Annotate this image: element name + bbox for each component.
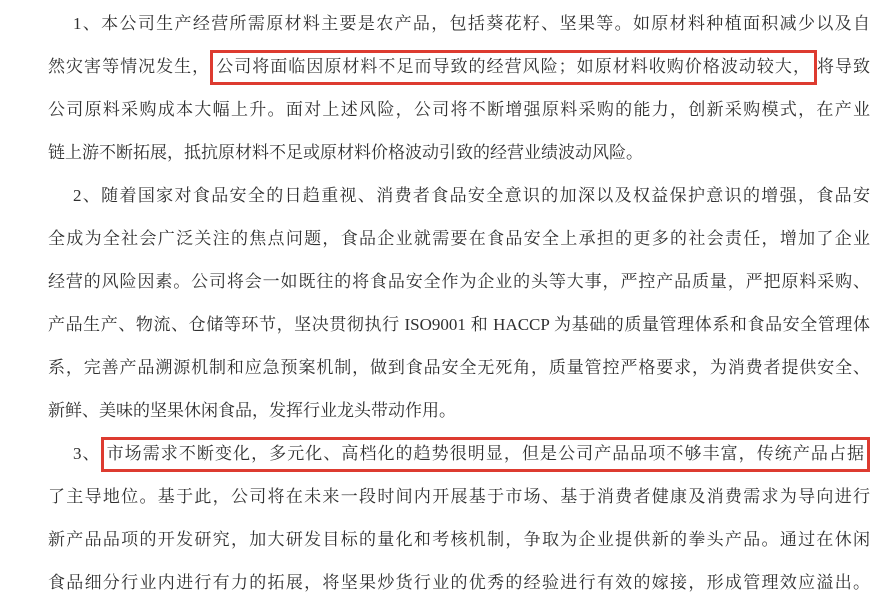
text-segment: 了主导地位。基于此，公司将在未来一段时间内开展基于市场、基于消费者健康及消费需求为导向进行 (48, 487, 870, 506)
text-segment: 将导致 (816, 57, 871, 76)
highlight-box: 市场需求不断变化，多元化、高档化的趋势很明显，但是公司产品品项不够丰富，传统产品占据 (101, 437, 870, 472)
text-line (48, 45, 870, 88)
text-line (48, 260, 870, 303)
text-segment: 产品生产、物流、仓储等环节，坚决贯彻执行 ISO9001 和 HACCP 为基础的质量管理体系和食品安全管理体 (48, 315, 870, 334)
highlight-box: 公司将面临因原材料不足而导致的经营风险；如原材料收购价格波动较大， (210, 50, 817, 85)
text-line (48, 2, 870, 45)
text-segment: 经营的风险因素。公司将会一如既往的将食品安全作为企业的头等大事，严控产品质量，严把原料采购、 (48, 272, 870, 291)
text-line (48, 518, 870, 561)
text-segment: 3、 (73, 444, 101, 463)
text-segment: 然灾害等情况发生， (48, 57, 211, 76)
text-segment: 1、本公司生产经营所需原材料主要是农产品，包括葵花籽、坚果等。如原材料种植面积减少以及自 (73, 14, 870, 33)
text-segment: 新产品品项的开发研究，加大研发目标的量化和考核机制，争取为企业提供新的拳头产品。通过在休闲 (48, 530, 870, 549)
text-line (48, 346, 870, 389)
text-line (48, 217, 870, 260)
text-segment: 新鲜、美味的坚果休闲食品，发挥行业龙头带动作用。 (48, 401, 456, 420)
text-line (48, 475, 870, 518)
text-segment: 食品细分行业内进行有力的拓展，将坚果炒货行业的优秀的经验进行有效的嫁接，形成管理效应溢出。 (48, 573, 870, 592)
text-line (48, 174, 870, 217)
text-line (48, 303, 870, 346)
text-segment: 链上游不断拓展，抵抗原材料不足或原材料价格波动引致的经营业绩波动风险。 (48, 143, 643, 162)
text-segment: 系，完善产品溯源机制和应急预案机制，做到食品安全无死角，质量管控严格要求，为消费者提供安全、 (48, 358, 870, 377)
text-line (48, 561, 870, 604)
text-line (48, 131, 870, 174)
text-line (48, 432, 870, 475)
document-body (48, 2, 870, 604)
text-segment: 全成为全社会广泛关注的焦点问题，食品企业就需要在食品安全上承担的更多的社会责任，增加了企业 (48, 229, 870, 248)
text-line (48, 88, 870, 131)
text-line (48, 389, 870, 432)
text-segment: 2、随着国家对食品安全的日趋重视、消费者食品安全意识的加深以及权益保护意识的增强，食品安 (73, 186, 870, 205)
text-segment: 公司原料采购成本大幅上升。面对上述风险，公司将不断增强原料采购的能力，创新采购模式，在产业 (48, 100, 870, 119)
